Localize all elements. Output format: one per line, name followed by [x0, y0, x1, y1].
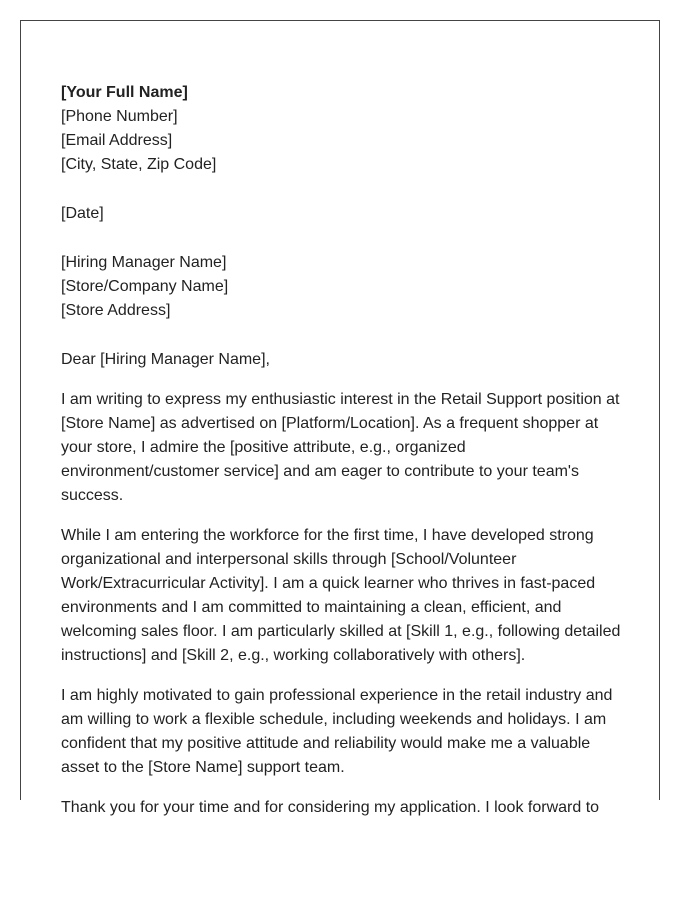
paragraph-line: I am writing to express my enthusiastic interest in the Retail Support position at: [61, 391, 620, 408]
sender-name: [Your Full Name]: [61, 84, 188, 101]
paragraph-1: [61, 388, 636, 508]
paragraph-line: [Store Name] as advertised on [Platform/Location]. As a frequent shopper at: [61, 415, 599, 432]
sender-email: [Email Address]: [61, 132, 173, 149]
paragraph-line: environment/customer service] and am eager to contribute to your team's: [61, 463, 579, 480]
salutation-text: Dear [Hiring Manager Name],: [61, 351, 270, 368]
letter-page: [20, 20, 660, 816]
paragraph-3: [61, 684, 636, 780]
paragraph-line: confident that my positive attitude and reliability would make me a valuable: [61, 735, 591, 752]
paragraph-line: success.: [61, 487, 124, 504]
paragraph-line: instructions] and [Skill 2, e.g., working collaboratively with others].: [61, 647, 526, 664]
paragraph-line: am willing to work a flexible schedule, including weekends and holidays. I am: [61, 711, 607, 728]
paragraph-line: your store, I admire the [positive attribute, e.g., organized: [61, 439, 466, 456]
sender-phone: [Phone Number]: [61, 108, 178, 125]
paragraph-line: organizational and interpersonal skills through [School/Volunteer: [61, 551, 517, 568]
paragraph-line: welcoming sales floor. I am particularly skilled at [Skill 1, e.g., following detailed: [61, 623, 621, 640]
paragraph-line: I am highly motivated to gain professional experience in the retail industry and: [61, 687, 613, 704]
paragraph-line: Thank you for your time and for considering my application. I look forward to: [61, 799, 600, 816]
recipient-block: [61, 251, 636, 323]
recipient-company: [Store/Company Name]: [61, 278, 229, 295]
salutation: [61, 348, 636, 372]
recipient-address: [Store Address]: [61, 302, 171, 319]
paragraph-line: Work/Extracurricular Activity]. I am a quick learner who thrives in fast-paced: [61, 575, 596, 592]
paragraph-2: [61, 524, 636, 668]
sender-block: [61, 81, 636, 177]
paragraph-line: environments and I am committed to maintaining a clean, efficient, and: [61, 599, 562, 616]
paragraph-line: asset to the [Store Name] support team.: [61, 759, 345, 776]
paragraph-4: [61, 796, 636, 820]
recipient-manager: [Hiring Manager Name]: [61, 254, 227, 271]
date-block: [61, 202, 636, 226]
paragraph-line: While I am entering the workforce for the first time, I have developed strong: [61, 527, 594, 544]
sender-location: [City, State, Zip Code]: [61, 156, 217, 173]
letter-content: [61, 81, 636, 836]
letter-date: [Date]: [61, 205, 104, 222]
